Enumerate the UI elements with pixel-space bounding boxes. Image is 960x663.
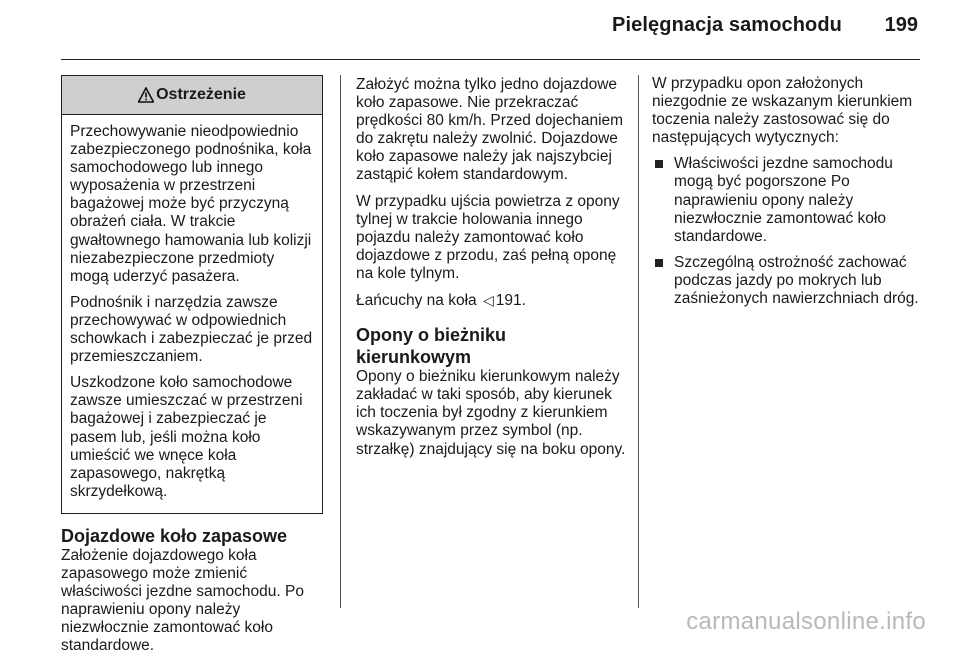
warning-title: Ostrzeżenie (156, 85, 246, 103)
column-divider-left (340, 75, 341, 608)
paragraph: Założenie dojazdowego koła zapasowego może zmienić właściwości jezdne samochodu. Po naprawieniu opony należy niezwłocznie zamontować koło standardowe. (61, 546, 304, 655)
section-heading-directional-tyres: Opony o bieżniku kierunkowym (356, 325, 507, 368)
watermark: carmanualsonline.info (686, 608, 926, 635)
warning-triangle-icon (138, 87, 154, 103)
paragraph: W przypadku opon założonych niezgodnie ze wskazanym kierunkiem toczenia należy zastosować się do następujących wytycznych: (652, 75, 913, 147)
square-bullet-icon (655, 259, 663, 267)
warning-paragraph: Przechowywanie nieodpowiednio zabezpieczonego podnośnika, koła samochodowego lub innego wyposażenia w przestrzeni bagażowej może być przyczyną obrażeń ciała. W trakcie gwałtownego hamowania lub kolizji niezabezpieczone przedmioty mogą uderzyć pasażera. (70, 123, 312, 285)
header-rule (61, 59, 920, 60)
reference-arrow-icon: ◁ (482, 292, 494, 309)
column-2 (356, 76, 626, 467)
page-number: 199 (884, 14, 918, 36)
list-item-text: Szczególną ostrożność zachować podczas jazdy po mokrych lub zaśnieżonych nawierzchniach dróg. (674, 253, 919, 308)
paragraph: Założyć można tylko jedno dojazdowe koło zapasowe. Nie przekraczać prędkości 80 km/h. Przed dojechaniem do zakrętu należy zwolnić. Dojazdowe koło zapasowe należy jak najszybciej zastąpić kołem standardowym. (356, 76, 624, 184)
column-1 (61, 75, 323, 663)
reference-page: 191. (495, 292, 526, 310)
list-item-text: Właściwości jezdne samochodu mogą być pogorszone Po naprawieniu opony należy niezwłocznie zamontować koło standardowe. (674, 155, 893, 245)
cross-reference (356, 291, 626, 310)
warning-paragraph: Uszkodzone koło samochodowe zawsze umieszczać w przestrzeni bagażowej i zabezpieczać je pasem lub, jeśli można koło umieścić we wnęce koła zapasowego, nakrętką skrzydełkową. (70, 374, 303, 500)
guideline-list (652, 155, 922, 308)
column-divider-right (638, 75, 639, 608)
warning-header (62, 76, 322, 115)
warning-paragraph: Podnośnik i narzędzia zawsze przechowywać w odpowiednich schowkach i zabezpieczać je przed przemieszczaniem. (70, 293, 313, 366)
list-item (652, 254, 922, 308)
cross-reference-text: Łańcuchy na koła (356, 292, 477, 310)
warning-box (61, 75, 323, 514)
paragraph: Opony o bieżniku kierunkowym należy zakładać w taki sposób, aby kierunek ich toczenia był zgodny z kierunkiem wskazywanym przez symbol (np. strzałkę) znajdujący się na boku opony. (356, 368, 626, 458)
list-item (652, 155, 922, 245)
square-bullet-icon (655, 160, 663, 168)
column-3 (652, 75, 922, 316)
warning-body (62, 115, 322, 513)
paragraph: W przypadku ujścia powietrza z opony tylnej w trakcie holowania innego pojazdu należy zamontować koło dojazdowe z przodu, zaś pełną oponę na kole tylnym. (356, 192, 620, 282)
section-heading-spare-wheel: Dojazdowe koło zapasowe (61, 525, 288, 546)
running-header-title: Pielęgnacja samochodu (612, 14, 842, 36)
